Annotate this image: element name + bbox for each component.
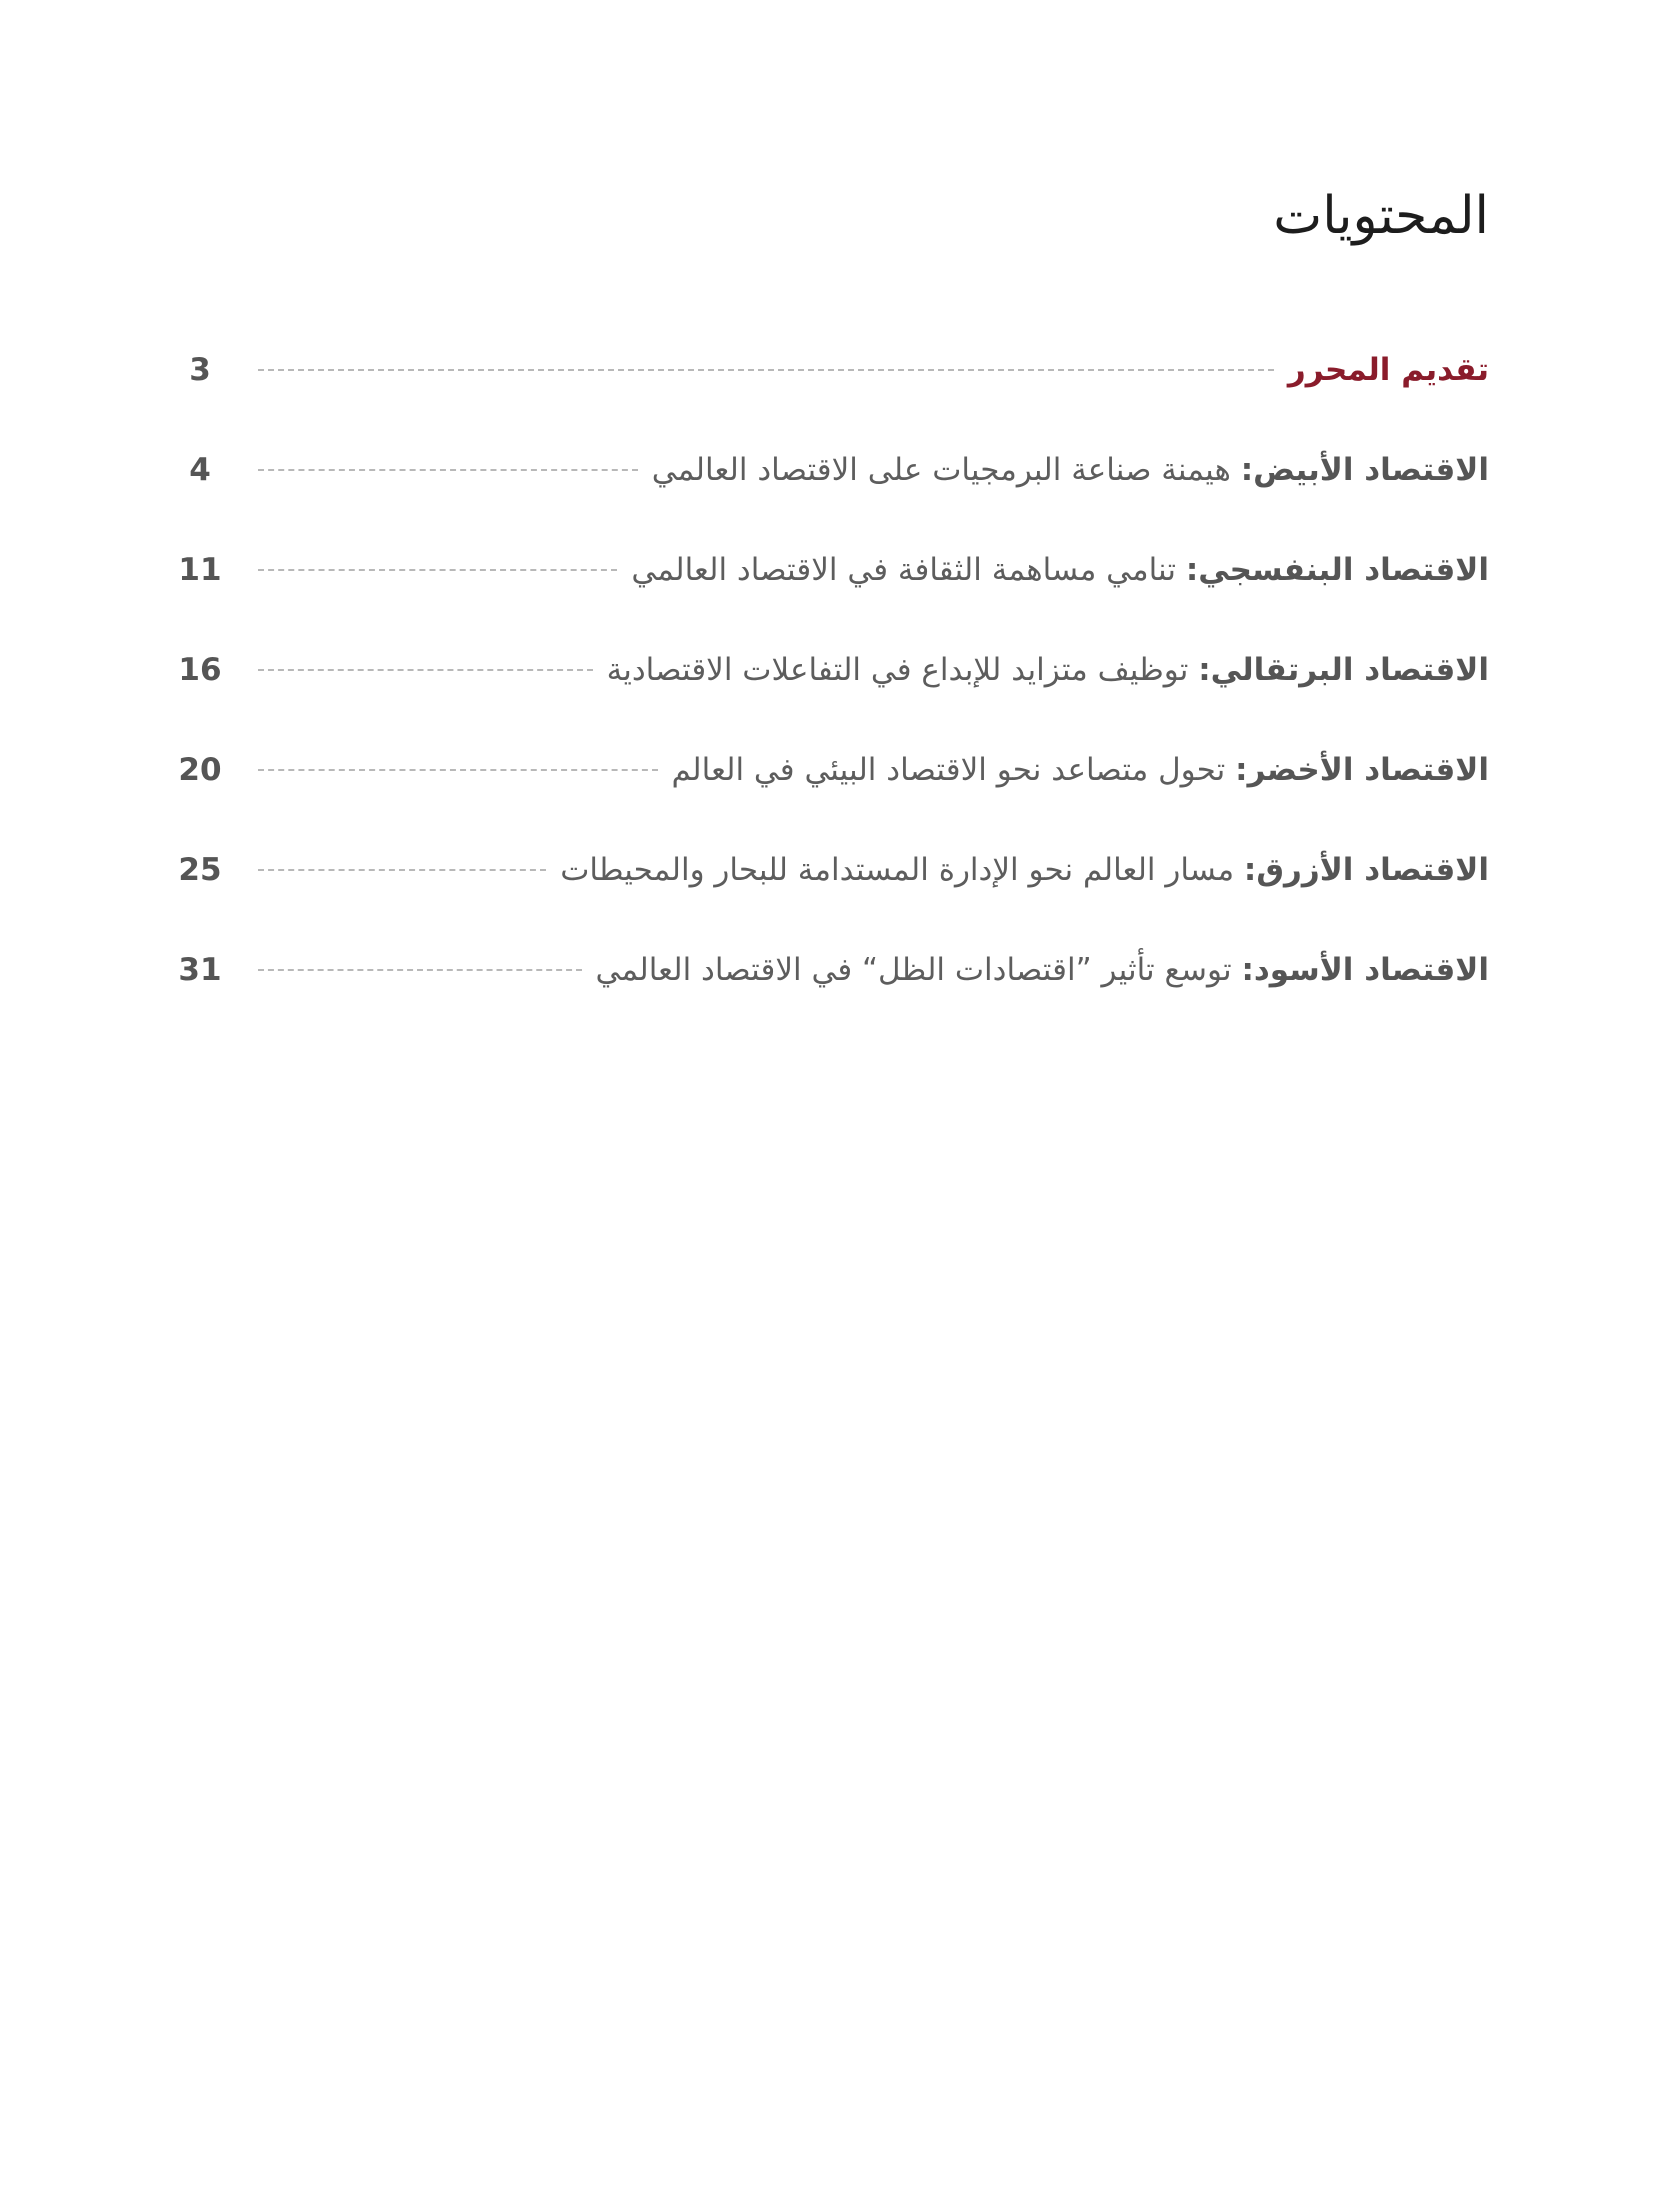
dotted-leader — [258, 369, 1274, 371]
dotted-leader — [258, 669, 593, 671]
toc-entry-purple-economy[interactable] — [160, 520, 1489, 620]
toc-entry-text — [1288, 352, 1489, 388]
toc-page-number: 16 — [178, 652, 222, 688]
toc-entry-description: مسار العالم نحو الإدارة المستدامة للبحار والمحيطات — [560, 852, 1235, 888]
toc-entry-white-economy[interactable] — [160, 420, 1489, 520]
page-title: المحتويات — [1273, 186, 1489, 246]
toc-entry-text — [631, 552, 1489, 588]
toc-entry-text — [596, 952, 1489, 988]
dotted-leader — [258, 569, 617, 571]
toc-page-number: 11 — [178, 552, 222, 588]
toc-page-number: 3 — [189, 352, 211, 388]
toc-page-number: 4 — [189, 452, 211, 488]
dotted-leader — [258, 969, 582, 971]
dotted-leader — [258, 769, 658, 771]
dotted-leader — [258, 469, 638, 471]
toc-entry-description: توظيف متزايد للإبداع في التفاعلات الاقتصادية — [606, 652, 1189, 688]
toc-entry-green-economy[interactable] — [160, 720, 1489, 820]
toc-entry-text — [560, 852, 1489, 888]
toc-entry-label: تقديم المحرر — [1287, 352, 1489, 388]
toc-page-number: 25 — [178, 852, 222, 888]
toc-entry-label: الاقتصاد الأسود: — [1241, 952, 1489, 988]
toc-entry-description: تحول متصاعد نحو الاقتصاد البيئي في العالم — [671, 752, 1226, 788]
toc-entry-blue-economy[interactable] — [160, 820, 1489, 920]
toc-entry-description: هيمنة صناعة البرمجيات على الاقتصاد العالمي — [651, 452, 1231, 488]
toc-page-number: 31 — [178, 952, 222, 988]
toc-entry-label: الاقتصاد الأبيض: — [1240, 452, 1489, 488]
toc-entry-orange-economy[interactable] — [160, 620, 1489, 720]
toc-entry-label: الاقتصاد البنفسجي: — [1185, 552, 1489, 588]
toc-entry-editor-intro[interactable] — [160, 320, 1489, 420]
toc-entry-text — [672, 752, 1489, 788]
toc-entry-text — [652, 452, 1489, 488]
toc-entry-text — [607, 652, 1489, 688]
table-of-contents — [160, 320, 1489, 1020]
toc-entry-black-economy[interactable] — [160, 920, 1489, 1020]
toc-entry-label: الاقتصاد الأزرق: — [1243, 852, 1489, 888]
toc-entry-label: الاقتصاد الأخضر: — [1235, 752, 1489, 788]
dotted-leader — [258, 869, 546, 871]
toc-entry-description: تنامي مساهمة الثقافة في الاقتصاد العالمي — [631, 552, 1177, 588]
toc-entry-label: الاقتصاد البرتقالي: — [1198, 652, 1489, 688]
toc-page-number: 20 — [178, 752, 222, 788]
toc-entry-description: توسع تأثير ”اقتصادات الظل“ في الاقتصاد العالمي — [595, 952, 1232, 988]
